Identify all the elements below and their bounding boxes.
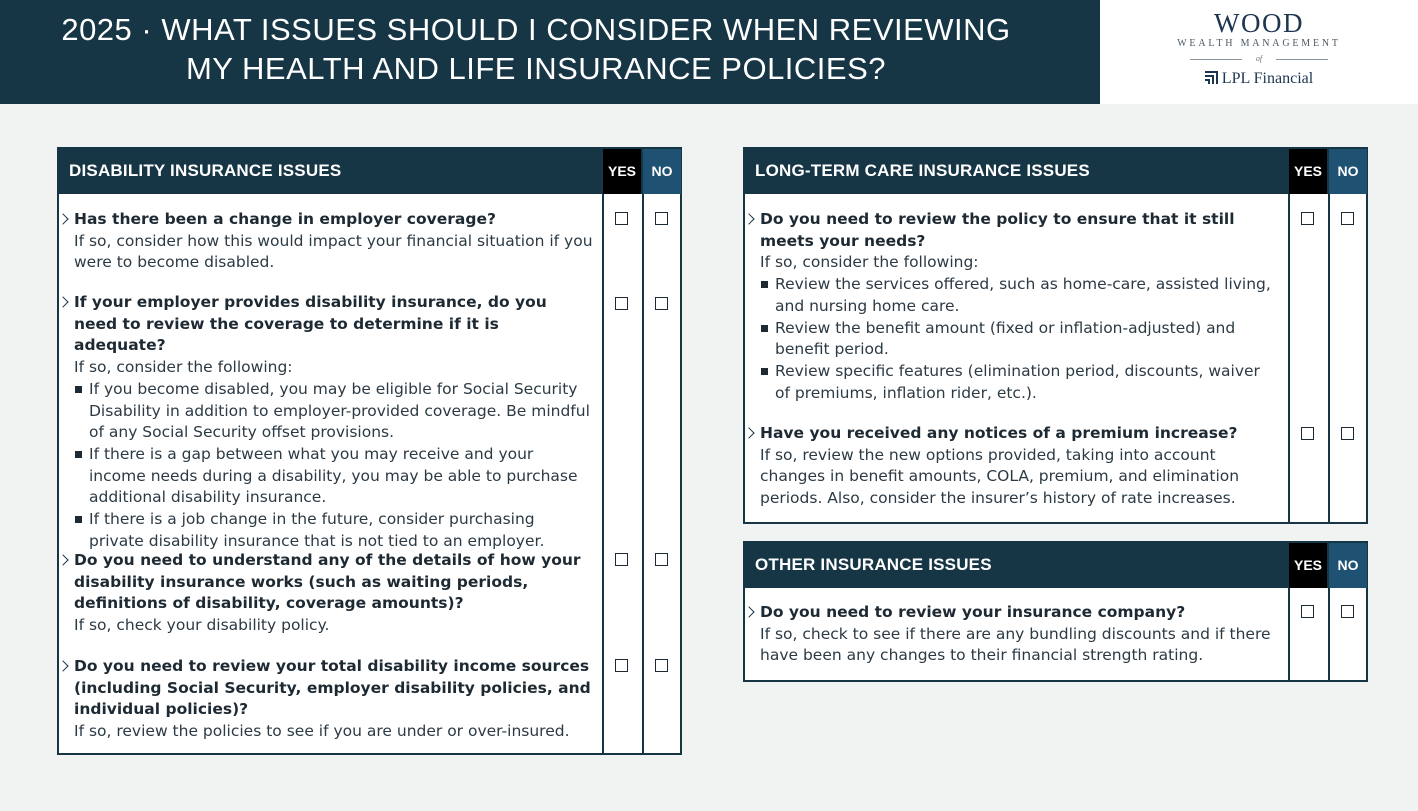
disability-item-1 [74,209,594,274]
item-bullet-list [74,379,594,553]
chevron-right-icon [57,296,68,307]
chevron-right-icon [57,554,68,565]
ltc-item-1 [760,209,1275,404]
other-item-1 [760,602,1275,667]
item-answer: If so, review the new options provided, taking into account changes in benefit amounts, COLA, premium, and elimination periods. Also, consider the insurer’s history of rate increases. [760,445,1240,508]
disability-panel-header [59,149,680,194]
yes-column-divider [1288,194,1290,522]
item-answer: If so, consider the following: [74,358,293,377]
item-answer: If so, consider how this would impact your financial situation if you were to become disabled. [74,231,593,272]
logo-lpl-text: LPL Financial [1221,70,1314,87]
list-item: If there is a gap between what you may receive and your income needs during a disability, you may be able to purchase additional disability insurance. [74,444,594,509]
no-column-header: NO [643,149,681,194]
chevron-right-icon [743,606,754,617]
item-bullet-list [760,274,1275,404]
yes-checkbox[interactable] [1301,212,1314,225]
no-column-divider [1328,194,1330,522]
page-title-line1: 2025 · WHAT ISSUES SHOULD I CONSIDER WHEN REVIEWING [61,12,1011,47]
disability-item-2 [74,292,594,552]
no-column-header: NO [1329,543,1367,588]
item-question: Has there been a change in employer coverage? [74,210,496,228]
other-panel-header [745,543,1366,588]
item-answer: If so, review the policies to see if you are under or over-insured. [74,722,570,741]
no-checkbox[interactable] [1341,427,1354,440]
no-column-divider [642,194,644,753]
disability-item-4 [74,656,594,743]
yes-checkbox[interactable] [615,212,628,225]
chevron-right-icon [743,213,754,224]
chevron-right-icon [743,427,754,438]
yes-checkbox[interactable] [1301,427,1314,440]
yes-checkbox[interactable] [1301,605,1314,618]
ltc-panel-header [745,149,1366,194]
list-item: Review the services offered, such as home-care, assisted living, and nursing home care. [760,274,1275,317]
ltc-panel-title: LONG-TERM CARE INSURANCE ISSUES [755,161,1090,180]
yes-column-divider [1288,588,1290,680]
ltc-panel [743,147,1368,524]
page-title [0,10,1072,88]
item-question: Have you received any notices of a premium increase? [760,424,1238,442]
item-answer: If so, check to see if there are any bundling discounts and if there have been any changes to their financial strength rating. [760,624,1271,665]
logo-subtitle: WEALTH MANAGEMENT [1177,38,1341,49]
yes-checkbox[interactable] [615,553,628,566]
yes-column-header: YES [603,149,641,194]
no-checkbox[interactable] [1341,605,1354,618]
list-item: Review specific features (elimination period, discounts, waiver of premiums, inflation rider, etc.). [760,361,1275,404]
yes-column-header: YES [1289,149,1327,194]
item-question: Do you need to review the policy to ensure that it still meets your needs? [760,210,1235,250]
list-item: If there is a job change in the future, consider purchasing private disability insurance that is not tied to an employer. [74,509,594,552]
other-panel [743,541,1368,682]
list-item: If you become disabled, you may be eligible for Social Security Disability in addition to employer-provided coverage. Be mindful of any Social Security offset provisions. [74,379,594,444]
no-checkbox[interactable] [655,553,668,566]
yes-column-divider [602,194,604,753]
item-question: Do you need to understand any of the details of how your disability insurance works (such as waiting periods, definitions of disability, coverage amounts)? [74,551,581,613]
page-title-line2: MY HEALTH AND LIFE INSURANCE POLICIES? [185,51,887,86]
item-question: If your employer provides disability insurance, do you need to review the coverage to determine if it is adequate? [74,293,547,355]
item-answer: If so, consider the following: [760,253,979,272]
yes-checkbox[interactable] [615,297,628,310]
no-checkbox[interactable] [655,297,668,310]
other-panel-title: OTHER INSURANCE ISSUES [755,555,992,574]
item-question: Do you need to review your total disability income sources (including Social Security, employer disability policies, and individual policies)? [74,657,591,719]
no-checkbox[interactable] [1341,212,1354,225]
yes-checkbox[interactable] [615,659,628,672]
no-column-divider [1328,588,1330,680]
chevron-right-icon [57,213,68,224]
item-answer: If so, check your disability policy. [74,616,330,635]
disability-panel [57,147,682,755]
disability-panel-title: DISABILITY INSURANCE ISSUES [69,161,342,180]
no-checkbox[interactable] [655,659,668,672]
logo-of: of [1190,54,1328,64]
logo-lpl [1100,70,1418,88]
chevron-right-icon [57,660,68,671]
item-question: Do you need to review your insurance company? [760,603,1186,621]
logo-wood: WOOD [1214,8,1304,38]
lpl-mark-icon [1205,71,1218,84]
logo [1100,0,1418,104]
no-column-header: NO [1329,149,1367,194]
no-checkbox[interactable] [655,212,668,225]
yes-column-header: YES [1289,543,1327,588]
header-banner [0,0,1100,104]
disability-item-3 [74,550,594,637]
list-item: Review the benefit amount (fixed or inflation-adjusted) and benefit period. [760,318,1275,361]
ltc-item-2 [760,423,1275,510]
